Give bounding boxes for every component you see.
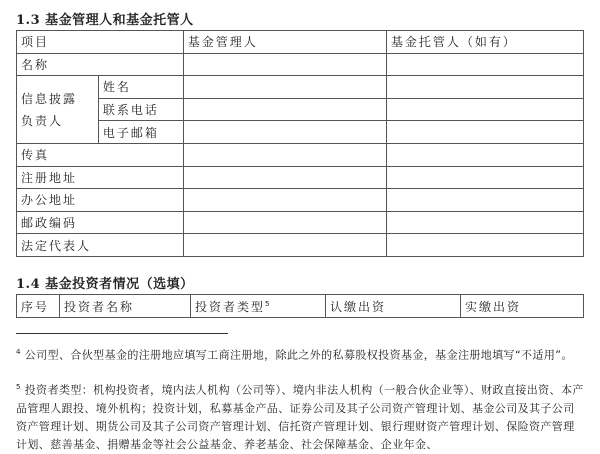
disclosure-officer-label: 信息披露 负责人 <box>17 76 99 144</box>
row-label: 法定代表人 <box>17 234 184 257</box>
manager-cell[interactable] <box>183 211 386 234</box>
row-label: 办公地址 <box>17 189 184 212</box>
disclosure-item-label: 电子邮箱 <box>98 121 183 144</box>
table-row <box>17 143 584 166</box>
custodian-name-cell[interactable] <box>386 53 583 76</box>
header-seq: 序号 <box>17 295 60 318</box>
row-label: 邮政编码 <box>17 211 184 234</box>
section-1-3-title: 1.3 基金管理人和基金托管人 <box>16 13 194 28</box>
row-label-name: 名称 <box>17 53 184 76</box>
manager-custodian-table <box>16 30 584 257</box>
manager-cell[interactable] <box>183 121 386 144</box>
table-row <box>17 166 584 189</box>
manager-cell[interactable] <box>183 76 386 99</box>
header-item: 项目 <box>17 31 184 54</box>
custodian-cell[interactable] <box>386 166 583 189</box>
manager-name-cell[interactable] <box>183 53 386 76</box>
header-custodian: 基金托管人（如有） <box>386 31 583 54</box>
section-1-4-title: 1.4 基金投资者情况（选填） <box>16 277 194 292</box>
table-row <box>17 211 584 234</box>
footnote-divider <box>16 333 228 334</box>
disclosure-item-label: 姓名 <box>98 76 183 99</box>
header-investor-type: 投资者类型$^5$ <box>191 295 326 318</box>
header-paid-in: 实缴出资 <box>461 295 584 318</box>
header-subscribed: 认缴出资 <box>326 295 461 318</box>
footnote-5: $^5$ 投资者类型：机构投资者，境内法人机构（公司等）、境内非法人机构（一般合伙企业等）、财政直接出资、本产品管理人跟投、境外机构；投资计划，私募基金产品、证券公司及其子公司资产管理计划、基金公司及其子公司资产管理计划、期货公司及其子公司资产管理计划、信托资产管理计划、银行理财资产管理计划、保险资产管理计划、慈善基金、捐赠基金等社会公益基金、养老基金、社会保障基金、企业年金、 <box>16 383 584 451</box>
custodian-cell[interactable] <box>386 211 583 234</box>
manager-cell[interactable] <box>183 143 386 166</box>
header-manager: 基金管理人 <box>183 31 386 54</box>
manager-cell[interactable] <box>183 234 386 257</box>
manager-cell[interactable] <box>183 189 386 212</box>
row-label: 传真 <box>17 143 184 166</box>
table-header-row <box>17 295 584 318</box>
row-label: 注册地址 <box>17 166 184 189</box>
custodian-cell[interactable] <box>386 143 583 166</box>
manager-cell[interactable] <box>183 166 386 189</box>
table-row <box>17 76 584 99</box>
disclosure-item-label: 联系电话 <box>98 98 183 121</box>
table-row <box>17 121 584 144</box>
custodian-cell[interactable] <box>386 98 583 121</box>
table-row <box>17 234 584 257</box>
custodian-cell[interactable] <box>386 121 583 144</box>
custodian-cell[interactable] <box>386 76 583 99</box>
custodian-cell[interactable] <box>386 189 583 212</box>
table-row <box>17 53 584 76</box>
table-header-row <box>17 31 584 54</box>
manager-cell[interactable] <box>183 98 386 121</box>
table-row <box>17 189 584 212</box>
header-investor-name: 投资者名称 <box>60 295 191 318</box>
investor-table <box>16 294 584 318</box>
footnote-4: $^4$ 公司型、合伙型基金的注册地应填写工商注册地，除此之外的私募股权投资基金，基金注册地填写“不适用”。 <box>16 348 573 362</box>
custodian-cell[interactable] <box>386 234 583 257</box>
footnote-ref: 5 <box>265 299 272 308</box>
table-row <box>17 98 584 121</box>
